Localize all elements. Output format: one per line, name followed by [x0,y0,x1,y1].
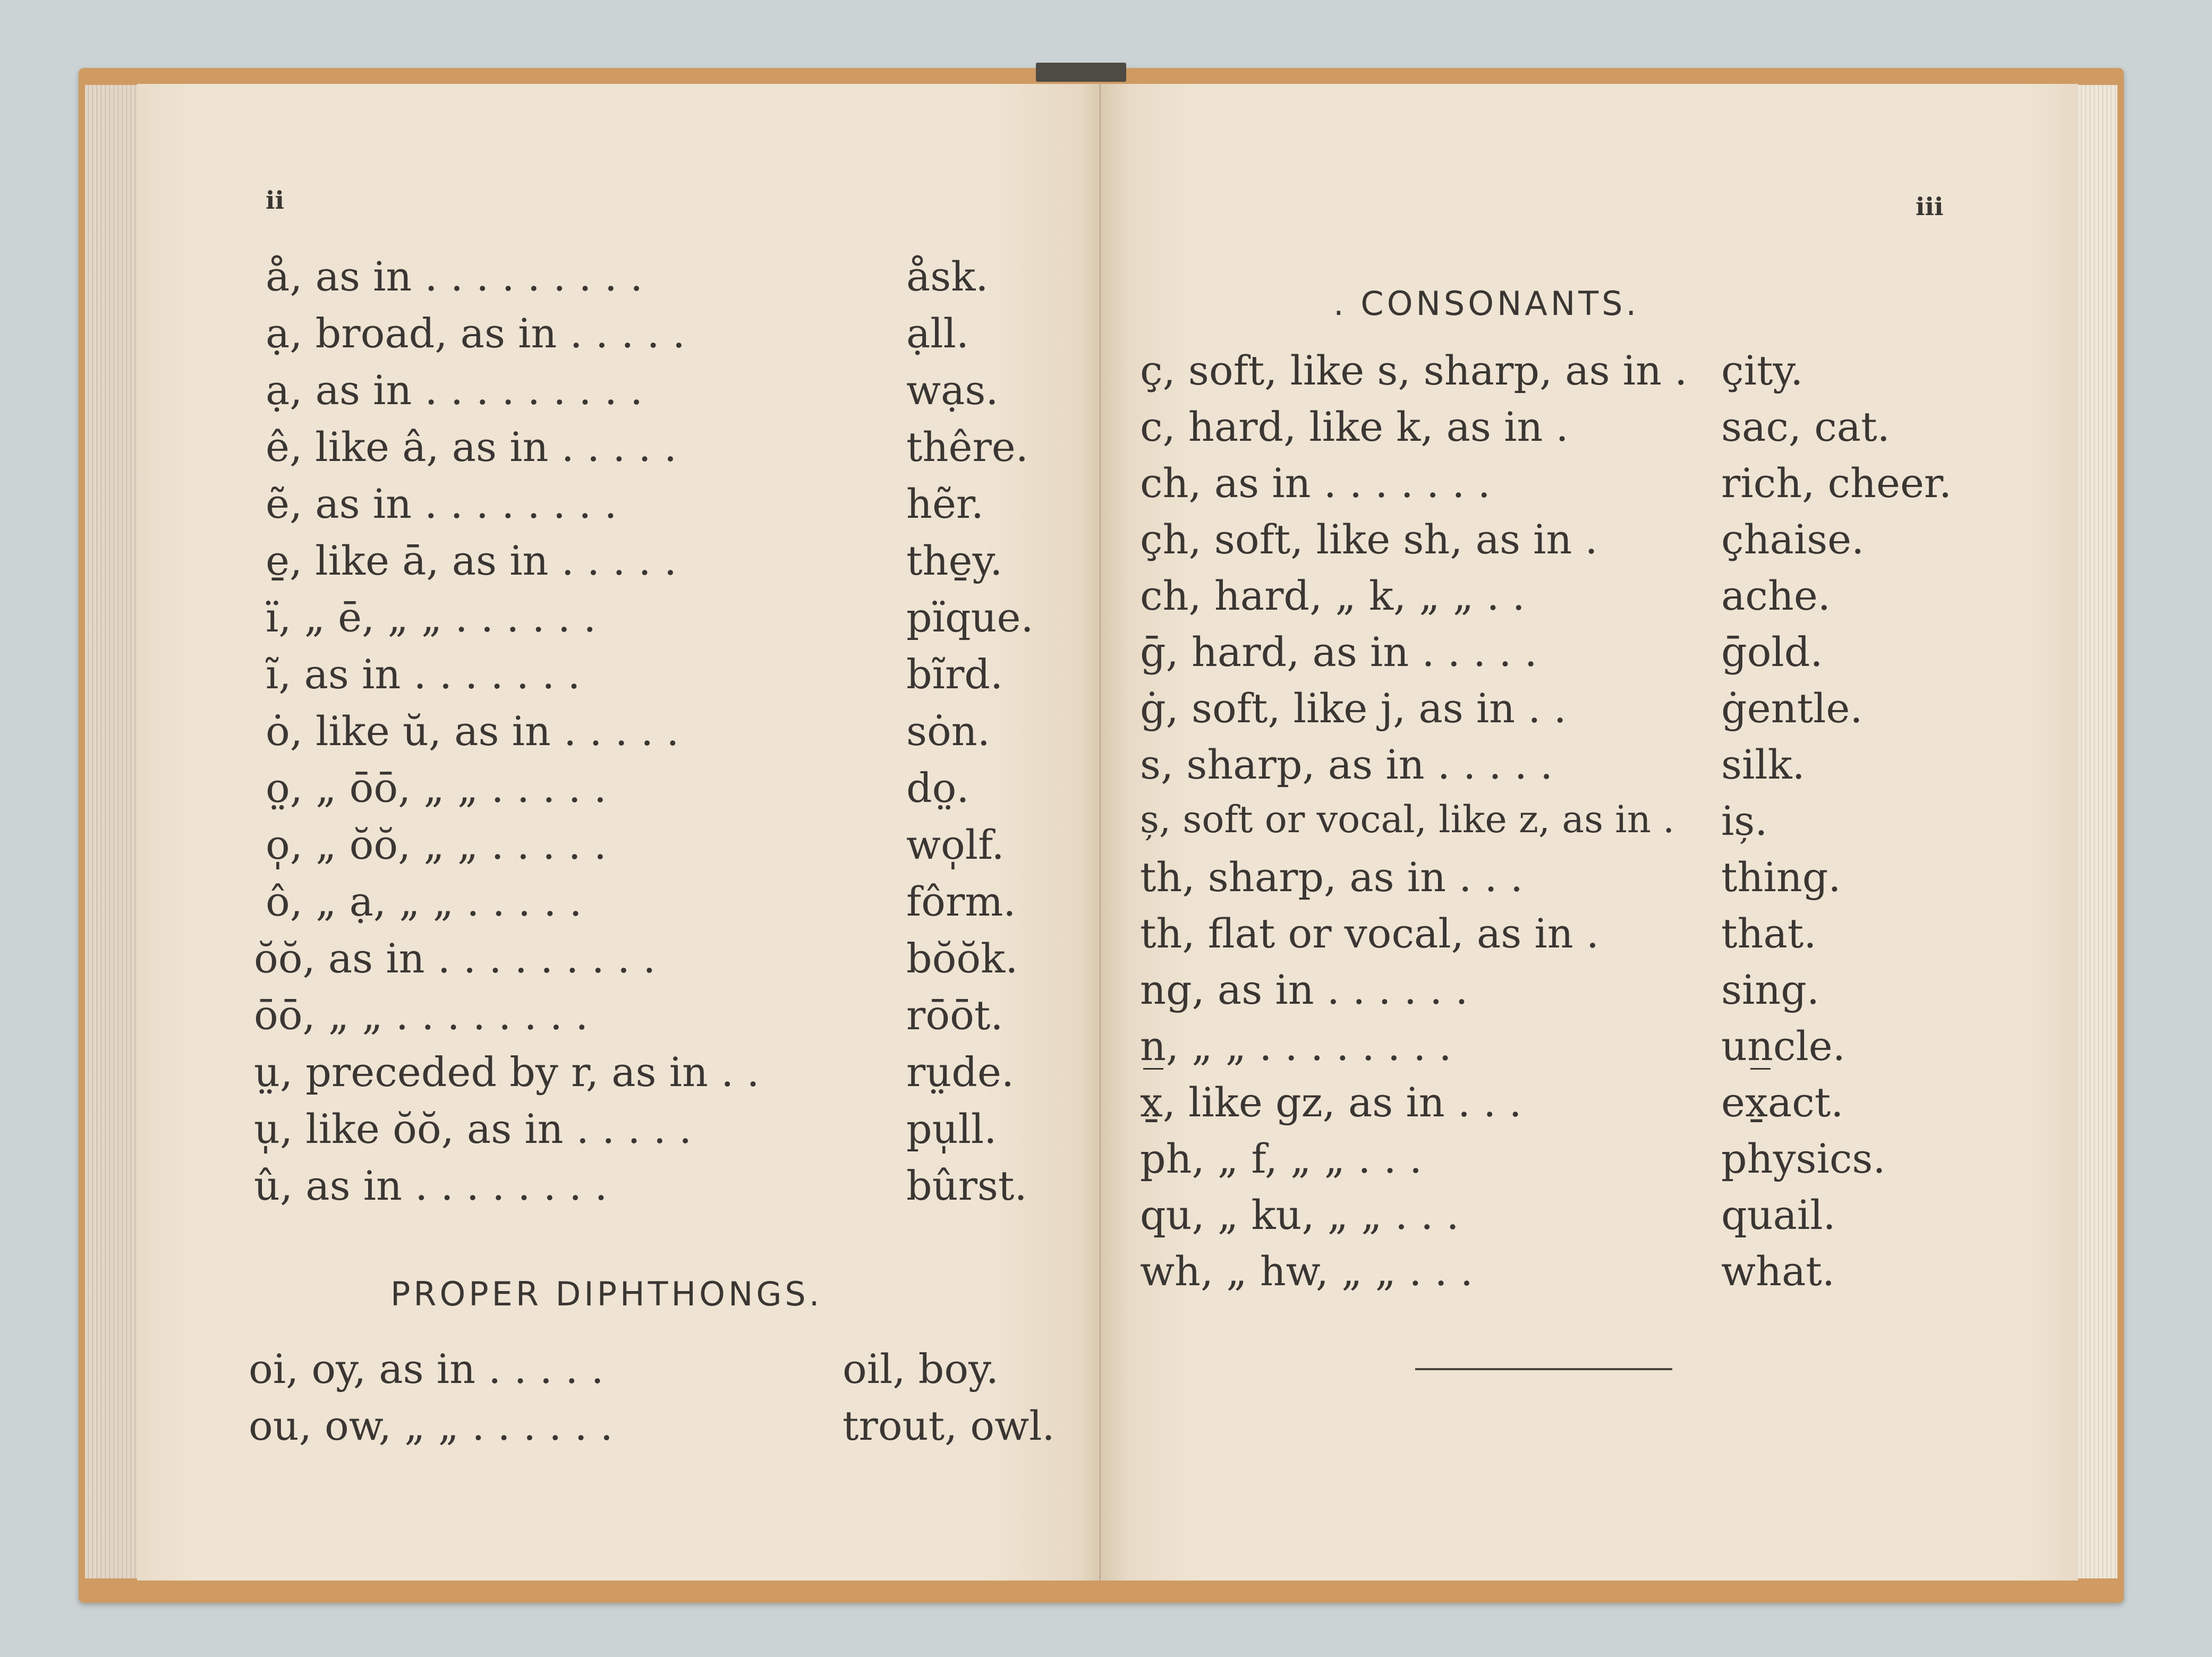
consonant-sound: ș, soft or vocal, like z, as in . [1140,798,1675,841]
vowel-sound: ȯ, like ŭ, as in . . . . . [266,707,679,755]
vowel-sound: o̩, „ ŏŏ, „ „ . . . . . [266,821,607,868]
consonant-example: çhaise. [1721,516,1865,563]
consonant-example: ḡold. [1721,628,1823,676]
vowel-example: thêre. [906,423,1028,471]
vowel-example: sȯn. [906,707,990,755]
vowel-example: wạs. [906,366,999,414]
vowel-example: wo̩lf. [906,821,1005,868]
consonant-example: ġentle. [1721,685,1863,732]
vowel-example: bŏŏk. [906,935,1018,982]
vowel-sound: ạ, broad, as in . . . . . [266,310,685,357]
page-number-left: ii [266,186,284,215]
consonant-example: physics. [1721,1135,1886,1182]
consonant-sound: ch, as in . . . . . . . [1140,459,1491,507]
vowel-example: ạll. [906,310,969,357]
right-page-edges [2078,85,2117,1578]
diphthong-example: trout, owl. [843,1402,1055,1449]
vowel-sound: u̩, like ŏŏ, as in . . . . . [254,1105,692,1152]
consonant-sound: n̲, „ „ . . . . . . . . [1140,1022,1452,1070]
vowel-sound: ạ, as in . . . . . . . . . [266,366,643,414]
consonant-sound: s, sharp, as in . . . . . [1140,741,1553,788]
vowel-example: hẽr. [906,480,984,527]
consonant-sound: th, sharp, as in . . . [1140,853,1524,901]
vowel-example: pu̩ll. [906,1105,997,1152]
vowel-sound: ōō, „ „ . . . . . . . . [254,992,589,1039]
vowel-sound: ẽ, as in . . . . . . . . [266,480,617,527]
consonant-example: sing. [1721,966,1820,1013]
consonant-example: sac, cat. [1721,403,1890,450]
consonant-example: silk. [1721,741,1805,788]
consonant-sound: c, hard, like k, as in . [1140,403,1569,450]
vowel-sound: o̤, „ ōō, „ „ . . . . . [266,764,607,812]
consonant-example: iș. [1721,797,1768,844]
consonant-sound: çh, soft, like sh, as in . [1140,516,1598,563]
consonant-example: that. [1721,910,1817,957]
consonant-example: what. [1721,1248,1835,1295]
vowel-example: fôrm. [906,878,1016,925]
consonant-sound: x̱, like gz, as in . . . [1140,1079,1522,1126]
spine-tab [1036,63,1126,82]
diphthong-example: oil, boy. [843,1345,999,1393]
vowel-example: rōōt. [906,992,1003,1039]
consonant-sound: ḡ, hard, as in . . . . . [1140,628,1537,676]
vowel-example: rṳde. [906,1048,1015,1096]
consonant-sound: ph, „ f, „ „ . . . [1140,1135,1423,1182]
vowel-sound: e̱, like ā, as in . . . . . [266,537,677,584]
consonant-sound: th, flat or vocal, as in . [1140,910,1599,957]
consonant-sound: wh, „ hw, „ „ . . . [1140,1248,1473,1295]
vowel-example: do̤. [906,764,969,812]
vowel-sound: å, as in . . . . . . . . . [266,253,643,300]
consonant-sound: ng, as in . . . . . . [1140,966,1468,1013]
vowel-sound: ĩ, as in . . . . . . . [266,651,581,698]
consonant-sound: ch, hard, „ k, „ „ . . [1140,572,1525,619]
consonant-example: quail. [1721,1191,1836,1239]
left-page-edges [85,85,138,1578]
consonant-sound: ġ, soft, like j, as in . . [1140,685,1567,732]
consonant-sound: qu, „ ku, „ „ . . . [1140,1191,1459,1239]
diphthong-sound: ou, ow, „ „ . . . . . . [249,1402,613,1449]
vowel-sound: ô, „ ạ, „ „ . . . . . [266,878,582,925]
consonant-sound: ç, soft, like s, sharp, as in . [1140,347,1688,394]
consonant-example: thing. [1721,853,1841,901]
vowel-sound: ṳ, preceded by r, as in . . [254,1048,760,1096]
vowel-example: bûrst. [906,1162,1027,1209]
consonant-example: ex̱act. [1721,1079,1844,1126]
vowel-example: åsk. [906,253,989,300]
consonant-example: ache. [1721,572,1831,619]
consonant-example: rich, cheer. [1721,459,1952,507]
vowel-example: pïque. [906,594,1034,641]
vowel-sound: ŏŏ, as in . . . . . . . . . [254,935,656,982]
consonants-heading: . CONSONANTS. [1333,284,1640,323]
consonant-example: un̲cle. [1721,1022,1845,1070]
vowel-sound: ï, „ ē, „ „ . . . . . . [266,594,597,641]
vowel-example: the̱y. [906,537,1003,584]
vowel-sound: û, as in . . . . . . . . [254,1162,608,1209]
page-number-right: iii [1916,192,1944,221]
vowel-sound: ê, like â, as in . . . . . [266,423,677,471]
diphthong-sound: oi, oy, as in . . . . . [249,1345,604,1393]
vowel-example: bĩrd. [906,651,1003,698]
diphthongs-heading: PROPER DIPHTHONGS. [390,1275,823,1313]
section-divider-rule [1415,1368,1672,1370]
consonant-example: çity. [1721,347,1803,394]
